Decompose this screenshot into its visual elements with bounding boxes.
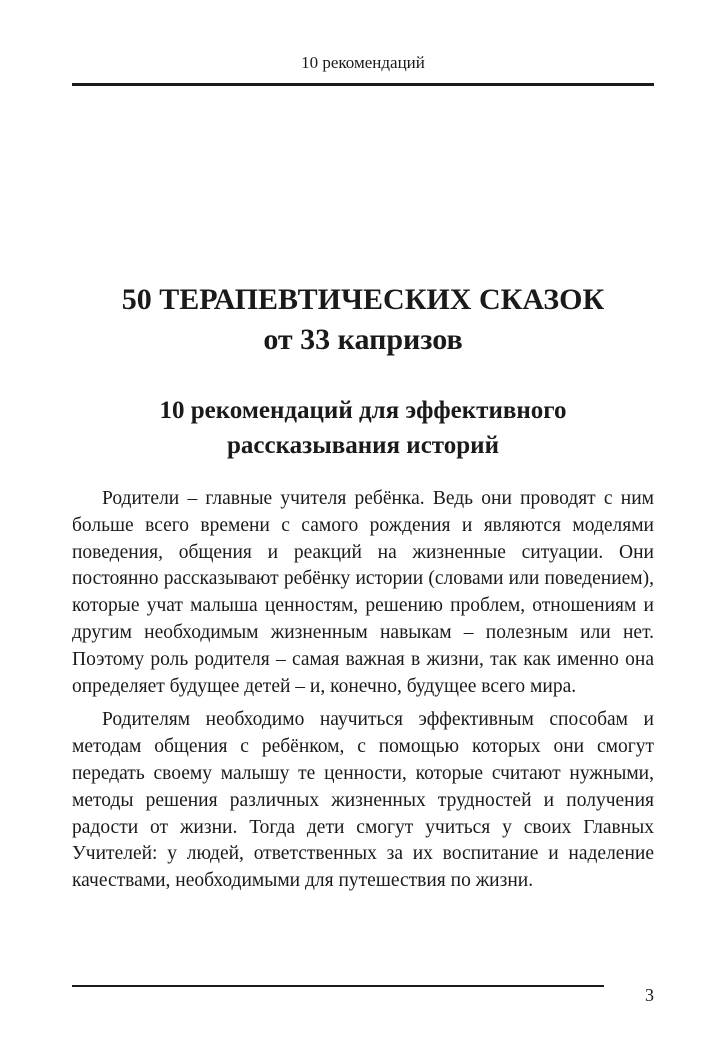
book-title-line-1: 50 ТЕРАПЕВТИЧЕСКИХ СКАЗОК [121,283,605,316]
header-rule [72,83,654,86]
chapter-title-line-1: 10 рекомендаций для эффективного [159,397,567,424]
footer-rule [72,985,604,987]
body-text [72,486,654,902]
page-number: 3 [645,985,654,1005]
paragraph: Родители – главные учителя ребёнка. Ведь они проводят с ним больше всего времени с самого рождения и являются моделями поведения, общения и реакций на жизненные ситуации. Они постоянно рассказывают ребёнку истории (словами или поведением), которые учат малыша ценностям, решению проблем, отношениям и другим необходимым жизненным навыкам – полезным или нет. Поэтому роль родителя – самая важная в жизни, так как именно она определяет будущее детей – и, конечно, будущее всего мира. [72,488,654,697]
running-header: 10 рекомендаций [301,53,425,72]
chapter-title [72,393,654,463]
chapter-title-line-2: рассказывания историй [227,432,499,459]
paragraph: Родителям необходимо научиться эффективным способам и методам общения с ребёнком, с помощью которых они смогут передать своему малышу те ценности, которые считают нужными, методы решения различных жизненных трудностей и получения радости от жизни. Тогда дети смогут учиться у своих Главных Учителей: у людей, ответственных за их воспитание и наделение качествами, необходимыми для путешествия по жизни. [72,709,654,892]
book-title-line-2: от 33 капризов [263,323,463,356]
book-title [72,280,654,360]
